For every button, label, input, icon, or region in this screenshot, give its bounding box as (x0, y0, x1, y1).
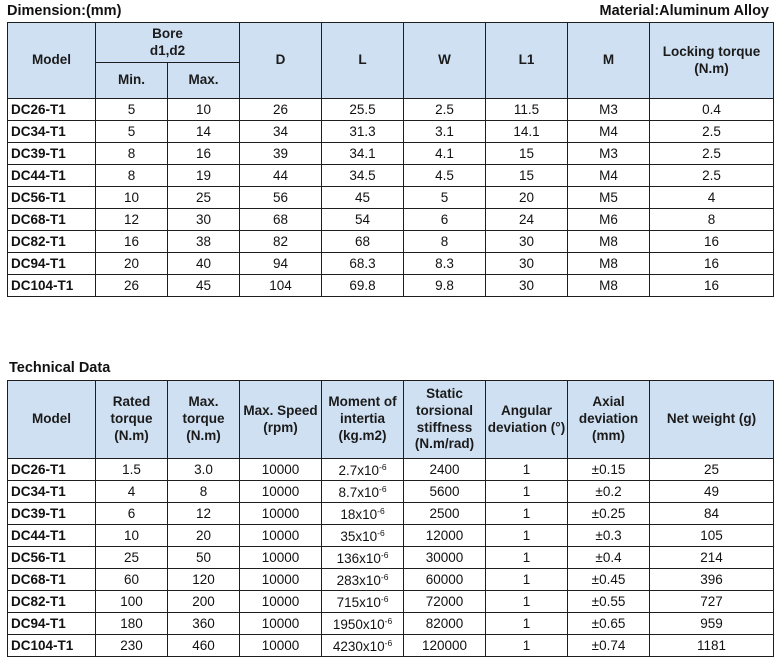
cell-l: 69.8 (322, 275, 404, 297)
table-row (8, 275, 774, 297)
cell-bore-min: 8 (96, 143, 168, 165)
cell-speed: 10000 (240, 503, 322, 525)
cell-axial: ±0.74 (568, 635, 650, 657)
cell-locking-torque: 2.5 (650, 143, 774, 165)
cell-speed: 10000 (240, 591, 322, 613)
cell-l1: 15 (486, 165, 568, 187)
cell-stiff: 12000 (404, 525, 486, 547)
cell-stiff: 2400 (404, 459, 486, 481)
technical-data-table (7, 380, 774, 657)
header-w: W (404, 23, 486, 99)
cell-locking-torque: 16 (650, 231, 774, 253)
cell-locking-torque: 8 (650, 209, 774, 231)
inertia-exponent: -6 (380, 549, 389, 560)
cell-stiff: 120000 (404, 635, 486, 657)
table-row (8, 459, 774, 481)
cell-max: 8 (168, 481, 240, 503)
cell-weight: 84 (650, 503, 774, 525)
cell-bore-max: 14 (168, 121, 240, 143)
cell-axial: ±0.25 (568, 503, 650, 525)
inertia-base: 715x10 (336, 594, 381, 610)
cell-max: 20 (168, 525, 240, 547)
cell-d: 34 (240, 121, 322, 143)
cell-d: 44 (240, 165, 322, 187)
cell-l1: 30 (486, 231, 568, 253)
cell-stiff: 60000 (404, 569, 486, 591)
cell-l: 68 (322, 231, 404, 253)
cell-rated: 180 (96, 613, 168, 635)
table-row (8, 481, 774, 503)
cell-inertia (322, 547, 404, 569)
dimension-table (7, 22, 774, 297)
cell-model: DC94-T1 (8, 613, 96, 635)
inertia-exponent: -6 (380, 593, 389, 604)
table-row (8, 547, 774, 569)
inertia-base: 35x10 (340, 528, 378, 544)
table-row (8, 635, 774, 657)
inertia-exponent: -6 (380, 571, 389, 582)
cell-axial: ±0.65 (568, 613, 650, 635)
cell-d: 94 (240, 253, 322, 275)
inertia-base: 8.7x10 (338, 484, 379, 500)
cell-bore-min: 8 (96, 165, 168, 187)
header-bore-line2: d1,d2 (149, 42, 186, 58)
cell-inertia (322, 481, 404, 503)
cell-model: DC44-T1 (8, 525, 96, 547)
cell-model: DC68-T1 (8, 209, 96, 231)
cell-bore-max: 38 (168, 231, 240, 253)
cell-weight: 727 (650, 591, 774, 613)
cell-max: 50 (168, 547, 240, 569)
table-row (8, 613, 774, 635)
cell-model: DC56-T1 (8, 547, 96, 569)
header-bore-min: Min. (96, 63, 168, 99)
cell-model: DC104-T1 (8, 635, 96, 657)
cell-bore-max: 10 (168, 99, 240, 121)
cell-speed: 10000 (240, 569, 322, 591)
tech-header-max-speed: Max. Speed (rpm) (240, 381, 322, 459)
cell-weight: 396 (650, 569, 774, 591)
cell-l: 45 (322, 187, 404, 209)
cell-axial: ±0.3 (568, 525, 650, 547)
cell-d: 68 (240, 209, 322, 231)
cell-model: DC44-T1 (8, 165, 96, 187)
cell-m: M5 (568, 187, 650, 209)
cell-max: 200 (168, 591, 240, 613)
header-bore-max: Max. (168, 63, 240, 99)
table-row (8, 209, 774, 231)
cell-bore-min: 5 (96, 121, 168, 143)
tech-header-rated-torque: Rated torque (N.m) (96, 381, 168, 459)
cell-bore-max: 45 (168, 275, 240, 297)
cell-ang: 1 (486, 635, 568, 657)
cell-bore-min: 16 (96, 231, 168, 253)
cell-locking-torque: 2.5 (650, 165, 774, 187)
table-row (8, 591, 774, 613)
cell-locking-torque: 0.4 (650, 99, 774, 121)
cell-inertia (322, 525, 404, 547)
tech-header-max-torque: Max. torque (N.m) (168, 381, 240, 459)
cell-bore-max: 30 (168, 209, 240, 231)
cell-stiff: 5600 (404, 481, 486, 503)
cell-locking-torque: 4 (650, 187, 774, 209)
inertia-exponent: -6 (384, 637, 393, 648)
cell-stiff: 82000 (404, 613, 486, 635)
dimension-title: Dimension:(mm) (7, 3, 122, 19)
inertia-base: 1950x10 (332, 616, 385, 632)
cell-bore-max: 19 (168, 165, 240, 187)
cell-model: DC94-T1 (8, 253, 96, 275)
cell-stiff: 30000 (404, 547, 486, 569)
cell-d: 26 (240, 99, 322, 121)
cell-rated: 60 (96, 569, 168, 591)
cell-stiff: 2500 (404, 503, 486, 525)
inertia-base: 4230x10 (332, 638, 385, 654)
cell-speed: 10000 (240, 459, 322, 481)
table-row (8, 165, 774, 187)
cell-model: DC26-T1 (8, 459, 96, 481)
cell-bore-max: 16 (168, 143, 240, 165)
cell-model: DC68-T1 (8, 569, 96, 591)
dimension-table-body (8, 99, 774, 297)
cell-bore-min: 26 (96, 275, 168, 297)
cell-d: 82 (240, 231, 322, 253)
cell-weight: 49 (650, 481, 774, 503)
cell-model: DC82-T1 (8, 231, 96, 253)
cell-bore-max: 40 (168, 253, 240, 275)
cell-l1: 15 (486, 143, 568, 165)
cell-w: 8 (404, 231, 486, 253)
cell-axial: ±0.4 (568, 547, 650, 569)
table-row (8, 503, 774, 525)
cell-locking-torque: 16 (650, 275, 774, 297)
cell-m: M3 (568, 99, 650, 121)
table-row (8, 253, 774, 275)
cell-ang: 1 (486, 525, 568, 547)
cell-l1: 24 (486, 209, 568, 231)
cell-l1: 30 (486, 253, 568, 275)
cell-weight: 25 (650, 459, 774, 481)
header-m: M (568, 23, 650, 99)
cell-bore-max: 25 (168, 187, 240, 209)
cell-w: 2.5 (404, 99, 486, 121)
table-row (8, 525, 774, 547)
header-bore-line1: Bore (152, 25, 183, 41)
table-row (8, 231, 774, 253)
cell-max: 460 (168, 635, 240, 657)
cell-w: 9.8 (404, 275, 486, 297)
inertia-exponent: -6 (378, 461, 387, 472)
header-locking-torque: Locking torque (N.m) (650, 23, 774, 99)
cell-speed: 10000 (240, 525, 322, 547)
cell-axial: ±0.45 (568, 569, 650, 591)
tech-header-model: Model (8, 381, 96, 459)
cell-l1: 30 (486, 275, 568, 297)
cell-inertia (322, 613, 404, 635)
table-row (8, 99, 774, 121)
cell-axial: ±0.15 (568, 459, 650, 481)
cell-model: DC34-T1 (8, 121, 96, 143)
cell-rated: 4 (96, 481, 168, 503)
cell-m: M6 (568, 209, 650, 231)
cell-d: 56 (240, 187, 322, 209)
cell-rated: 25 (96, 547, 168, 569)
cell-m: M8 (568, 231, 650, 253)
inertia-base: 2.7x10 (338, 462, 379, 478)
cell-m: M4 (568, 165, 650, 187)
cell-weight: 214 (650, 547, 774, 569)
cell-inertia (322, 459, 404, 481)
cell-model: DC26-T1 (8, 99, 96, 121)
cell-max: 120 (168, 569, 240, 591)
cell-d: 104 (240, 275, 322, 297)
header-model: Model (8, 23, 96, 99)
cell-bore-min: 5 (96, 99, 168, 121)
cell-locking-torque: 2.5 (650, 121, 774, 143)
header-l1: L1 (486, 23, 568, 99)
tech-header-axial-deviation: Axial deviation (mm) (568, 381, 650, 459)
cell-model: DC39-T1 (8, 143, 96, 165)
technical-table-body (8, 459, 774, 657)
cell-l1: 14.1 (486, 121, 568, 143)
table-row (8, 569, 774, 591)
cell-l1: 20 (486, 187, 568, 209)
cell-max: 360 (168, 613, 240, 635)
table-row (8, 121, 774, 143)
cell-w: 5 (404, 187, 486, 209)
cell-locking-torque: 16 (650, 253, 774, 275)
cell-speed: 10000 (240, 547, 322, 569)
cell-l: 34.1 (322, 143, 404, 165)
cell-model: DC82-T1 (8, 591, 96, 613)
cell-weight: 1181 (650, 635, 774, 657)
cell-l: 68.3 (322, 253, 404, 275)
cell-d: 39 (240, 143, 322, 165)
inertia-base: 136x10 (336, 550, 381, 566)
inertia-base: 18x10 (340, 506, 378, 522)
cell-m: M8 (568, 253, 650, 275)
cell-inertia (322, 635, 404, 657)
cell-rated: 6 (96, 503, 168, 525)
table-row (8, 143, 774, 165)
cell-ang: 1 (486, 591, 568, 613)
cell-ang: 1 (486, 503, 568, 525)
inertia-exponent: -6 (378, 483, 387, 494)
cell-l: 54 (322, 209, 404, 231)
cell-l: 31.3 (322, 121, 404, 143)
inertia-exponent: -6 (377, 527, 385, 538)
table-row (8, 187, 774, 209)
inertia-base: 283x10 (336, 572, 381, 588)
inertia-exponent: -6 (384, 615, 393, 626)
cell-w: 6 (404, 209, 486, 231)
cell-ang: 1 (486, 569, 568, 591)
cell-m: M3 (568, 143, 650, 165)
cell-w: 4.5 (404, 165, 486, 187)
cell-m: M8 (568, 275, 650, 297)
cell-ang: 1 (486, 481, 568, 503)
inertia-exponent: -6 (377, 505, 385, 516)
cell-speed: 10000 (240, 635, 322, 657)
cell-model: DC34-T1 (8, 481, 96, 503)
cell-rated: 1.5 (96, 459, 168, 481)
cell-weight: 105 (650, 525, 774, 547)
cell-weight: 959 (650, 613, 774, 635)
cell-axial: ±0.55 (568, 591, 650, 613)
cell-rated: 230 (96, 635, 168, 657)
cell-model: DC104-T1 (8, 275, 96, 297)
material-label: Material:Aluminum Alloy (599, 3, 769, 19)
cell-max: 12 (168, 503, 240, 525)
cell-model: DC56-T1 (8, 187, 96, 209)
tech-header-static-stiffness: Static torsional stiffness (N.m/rad) (404, 381, 486, 459)
cell-model: DC39-T1 (8, 503, 96, 525)
cell-ang: 1 (486, 547, 568, 569)
cell-ang: 1 (486, 459, 568, 481)
cell-inertia (322, 591, 404, 613)
cell-bore-min: 20 (96, 253, 168, 275)
cell-l1: 11.5 (486, 99, 568, 121)
cell-l: 25.5 (322, 99, 404, 121)
cell-m: M4 (568, 121, 650, 143)
cell-speed: 10000 (240, 613, 322, 635)
cell-w: 8.3 (404, 253, 486, 275)
cell-rated: 100 (96, 591, 168, 613)
cell-stiff: 72000 (404, 591, 486, 613)
header-bore (96, 23, 240, 63)
cell-speed: 10000 (240, 481, 322, 503)
cell-w: 3.1 (404, 121, 486, 143)
cell-axial: ±0.2 (568, 481, 650, 503)
cell-rated: 10 (96, 525, 168, 547)
cell-bore-min: 10 (96, 187, 168, 209)
cell-inertia (322, 503, 404, 525)
cell-l: 34.5 (322, 165, 404, 187)
cell-max: 3.0 (168, 459, 240, 481)
technical-data-title: Technical Data (9, 360, 111, 376)
header-d: D (240, 23, 322, 99)
cell-bore-min: 12 (96, 209, 168, 231)
tech-header-moment-inertia: Moment of intertia (kg.m2) (322, 381, 404, 459)
tech-header-angular-deviation: Angular deviation (°) (486, 381, 568, 459)
tech-header-net-weight: Net weight (g) (650, 381, 774, 459)
header-l: L (322, 23, 404, 99)
cell-inertia (322, 569, 404, 591)
cell-w: 4.1 (404, 143, 486, 165)
cell-ang: 1 (486, 613, 568, 635)
